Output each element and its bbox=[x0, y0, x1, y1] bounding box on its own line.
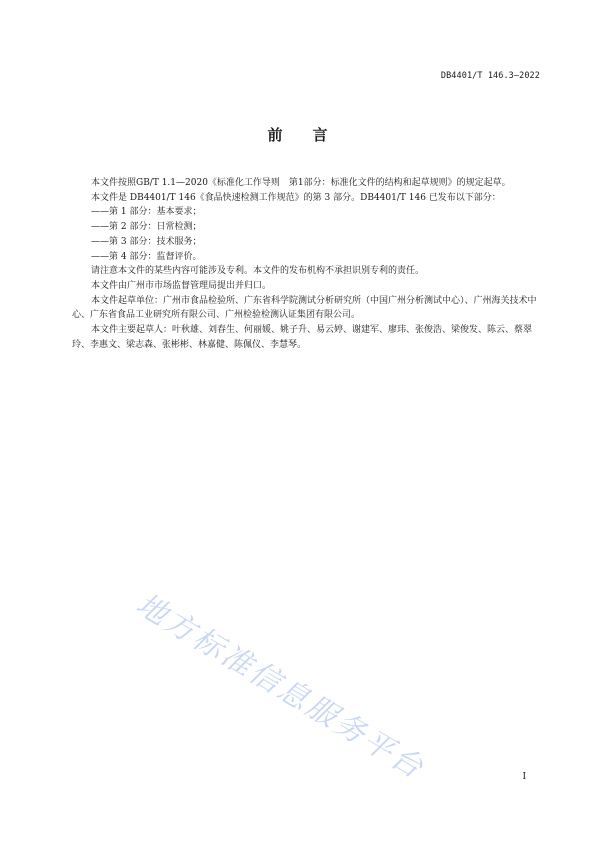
watermark: 地方标准信息服务平台 bbox=[129, 586, 431, 787]
preface-paragraph: 本文件由广州市市场监督管理局提出并归口。 bbox=[91, 280, 272, 291]
standard-code: DB4401/T 146.3—2022 bbox=[440, 71, 540, 81]
preface-paragraph: ——第 1 部分：基本要求； bbox=[91, 207, 202, 218]
preface-paragraph: 本文件按照GB/T 1.1—2020《标准化工作导则 第1部分：标准化文件的结构和起草规则》的规定起草。 bbox=[91, 178, 511, 188]
preface-paragraph: 本文件起草单位：广州市食品检验所、广东省科学院测试分析研究所（中国广州分析测试中心）、广州海关技术中心、广东省食品工业研究所有限公司、广州检验检测认证集团有限公司。 bbox=[72, 295, 537, 321]
preface-paragraph: 请注意本文件的某些内容可能涉及专利。本文件的发布机构不承担识别专利的责任。 bbox=[91, 266, 425, 277]
preface-paragraph: 本文件主要起草人：叶秋雄、刘春生、何丽媛、姚子升、易云婷、谢建军、廖玮、张俊浩、梁俊发、陈云、蔡翠玲、李惠文、梁志森、张彬彬、林嘉健、陈佩仪、李慧琴。 bbox=[72, 325, 533, 350]
page-number: I bbox=[522, 772, 526, 782]
preface-body bbox=[72, 176, 542, 352]
preface-paragraph: 本文件是 DB4401/T 146《食品快速检测工作规范》的第 3 部分。DB4401/T 146 已发布以下部分： bbox=[91, 192, 501, 203]
preface-paragraph: ——第 3 部分：技术服务； bbox=[91, 236, 202, 247]
page-title bbox=[0, 124, 595, 145]
preface-paragraph: ——第 4 部分：监督评价。 bbox=[91, 251, 202, 262]
preface-paragraph: ——第 2 部分：日常检测； bbox=[91, 222, 202, 233]
title-char-2: 言 bbox=[312, 126, 328, 144]
title-char-1: 前 bbox=[267, 126, 283, 144]
